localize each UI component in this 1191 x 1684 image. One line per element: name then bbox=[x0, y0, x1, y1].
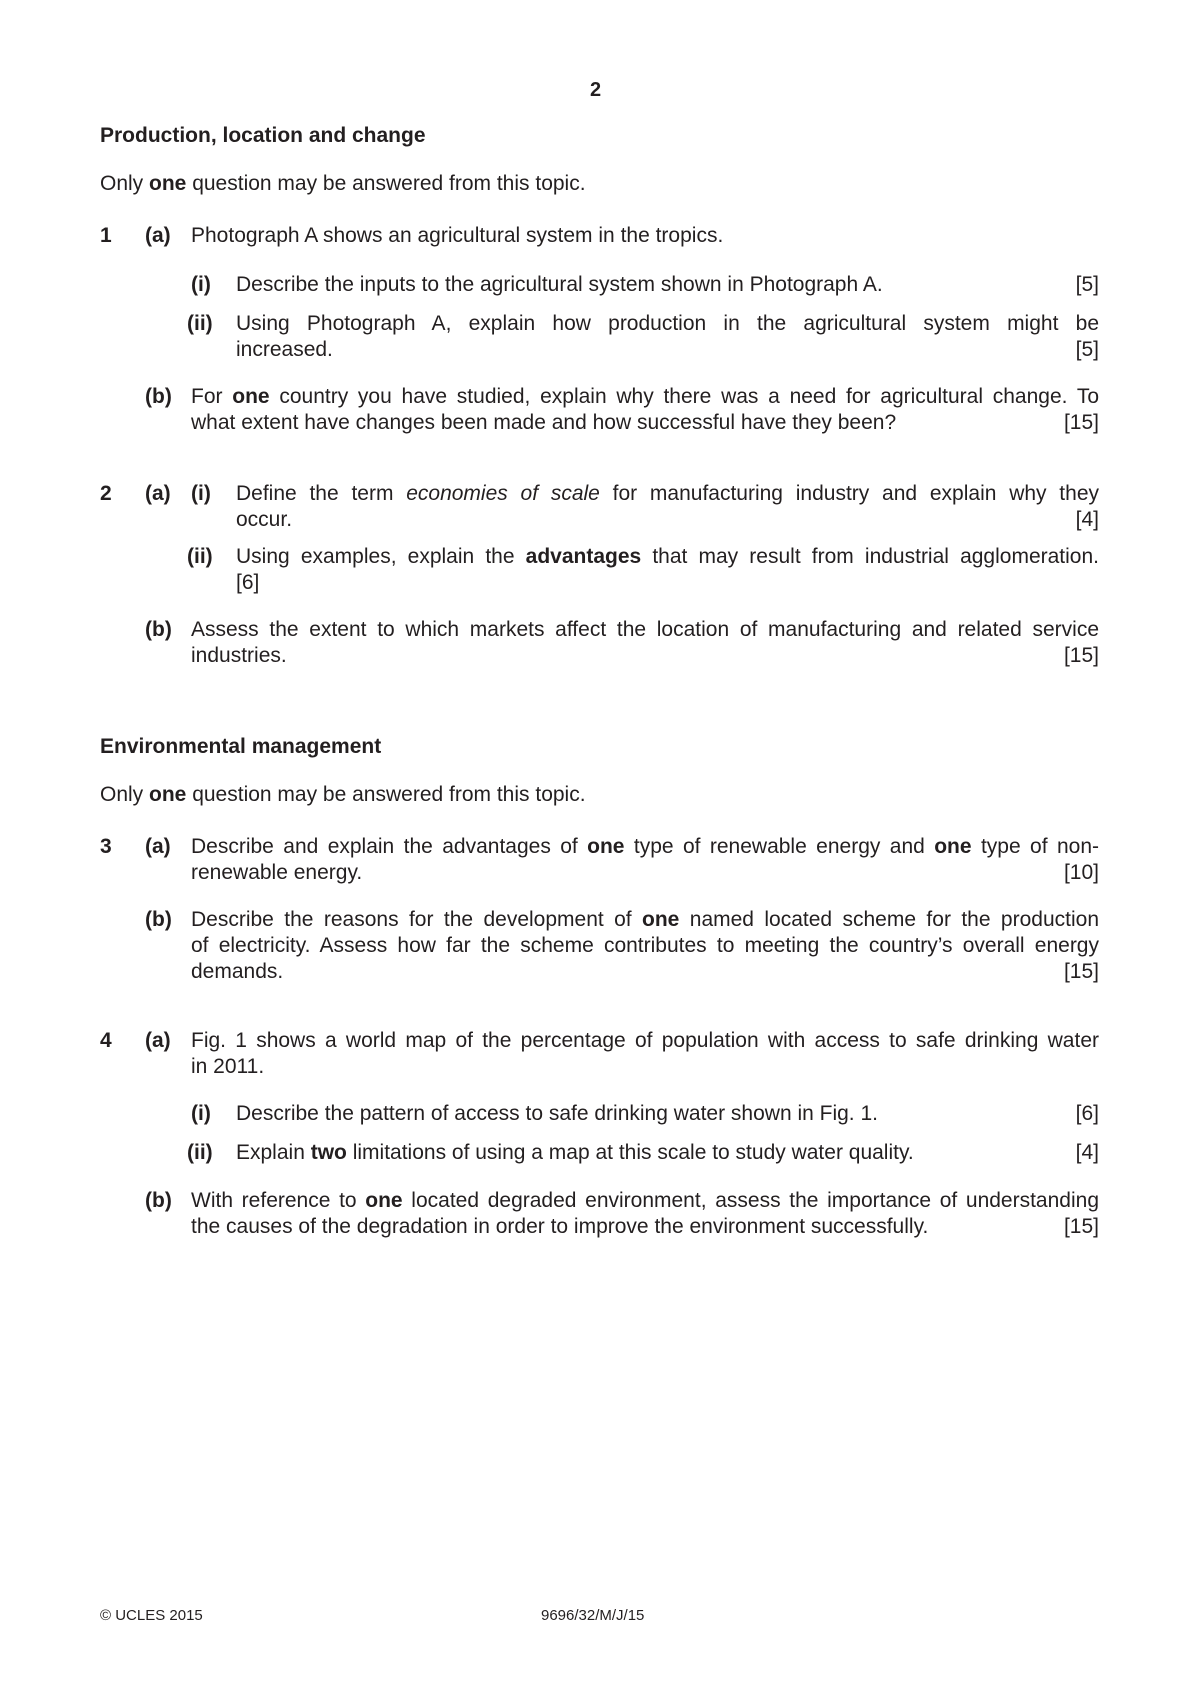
section-intro-production: Only one question may be answered from this topic. bbox=[100, 172, 586, 195]
subpart-label: (ii) bbox=[187, 312, 213, 335]
question-text-line: Assess the extent to which markets affect the location of manufacturing and related service bbox=[191, 618, 1099, 641]
part-label: (a) bbox=[145, 835, 171, 858]
part-label: (a) bbox=[145, 1029, 171, 1052]
mark-allocation: [15] bbox=[1063, 644, 1099, 667]
question-text-line: Define the term economies of scale for manufacturing industry and explain why they bbox=[236, 482, 1099, 505]
mark-allocation: [15] bbox=[1063, 960, 1099, 983]
mark-allocation: [4] bbox=[1075, 508, 1099, 531]
question-text-line: demands. bbox=[191, 960, 284, 983]
section-title-environment: Environmental management bbox=[100, 735, 382, 758]
mark-allocation: [5] bbox=[1075, 338, 1099, 361]
question-text-line: Using examples, explain the advantages that may result from industrial agglomeration. bbox=[236, 545, 1099, 568]
subpart-label: (i) bbox=[191, 1102, 211, 1125]
subpart-label: (ii) bbox=[187, 545, 213, 568]
question-text-line: Describe the reasons for the development of one named located scheme for the production bbox=[191, 908, 1099, 931]
question-text-line: what extent have changes been made and how successful have they been? bbox=[191, 411, 897, 434]
mark-allocation: [6] bbox=[236, 571, 260, 594]
footer-copyright: © UCLES 2015 bbox=[100, 1607, 203, 1624]
section-title-production: Production, location and change bbox=[100, 124, 426, 147]
part-label: (a) bbox=[145, 224, 171, 247]
mark-allocation: [5] bbox=[1075, 273, 1099, 296]
question-text: Describe the pattern of access to safe drinking water shown in Fig. 1. bbox=[236, 1102, 878, 1125]
part-label: (b) bbox=[145, 908, 172, 931]
mark-allocation: [15] bbox=[1063, 1215, 1099, 1238]
question-text-line: For one country you have studied, explain why there was a need for agricultural change. To bbox=[191, 385, 1099, 408]
question-text-line: Using Photograph A, explain how production in the agricultural system might be bbox=[236, 312, 1099, 335]
question-number: 2 bbox=[100, 482, 112, 505]
subpart-label: (i) bbox=[191, 482, 211, 505]
question-text: Photograph A shows an agricultural system in the tropics. bbox=[191, 224, 724, 247]
question-text-line: of electricity. Assess how far the scheme contributes to meeting the country’s overall energy bbox=[191, 934, 1099, 957]
footer-paper-code: 9696/32/M/J/15 bbox=[541, 1607, 645, 1624]
question-number: 4 bbox=[100, 1029, 112, 1052]
section-intro-environment: Only one question may be answered from this topic. bbox=[100, 783, 586, 806]
part-label: (a) bbox=[145, 482, 171, 505]
part-label: (b) bbox=[145, 1189, 172, 1212]
mark-allocation: [6] bbox=[1075, 1102, 1099, 1125]
question-text-line: renewable energy. bbox=[191, 861, 363, 884]
question-text-line: in 2011. bbox=[191, 1055, 265, 1078]
mark-allocation: [4] bbox=[1075, 1141, 1099, 1164]
mark-allocation: [15] bbox=[1063, 411, 1099, 434]
page-number: 2 bbox=[589, 79, 602, 101]
question-text: Explain two limitations of using a map at this scale to study water quality. bbox=[236, 1141, 914, 1164]
question-number: 1 bbox=[100, 224, 112, 247]
subpart-label: (ii) bbox=[187, 1141, 213, 1164]
question-text-line: Fig. 1 shows a world map of the percentage of population with access to safe drinking water bbox=[191, 1029, 1099, 1052]
part-label: (b) bbox=[145, 385, 172, 408]
question-text: Describe the inputs to the agricultural system shown in Photograph A. bbox=[236, 273, 883, 296]
question-text-line: the causes of the degradation in order to improve the environment successfully. bbox=[191, 1215, 929, 1238]
subpart-label: (i) bbox=[191, 273, 211, 296]
question-text-line: increased. bbox=[236, 338, 333, 361]
question-number: 3 bbox=[100, 835, 112, 858]
question-text-line: occur. bbox=[236, 508, 293, 531]
question-text-line: industries. bbox=[191, 644, 287, 667]
mark-allocation: [10] bbox=[1063, 861, 1099, 884]
question-text-line: Describe and explain the advantages of one type of renewable energy and one type of non- bbox=[191, 835, 1099, 858]
question-text-line: With reference to one located degraded environment, assess the importance of understanding bbox=[191, 1189, 1099, 1212]
part-label: (b) bbox=[145, 618, 172, 641]
